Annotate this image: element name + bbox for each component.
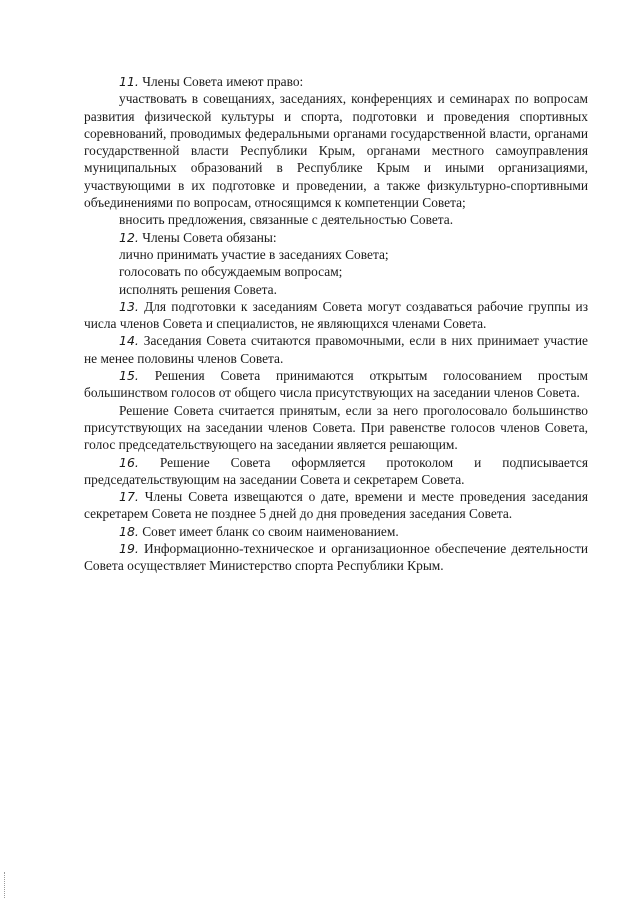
paragraph-number: 16.	[119, 454, 139, 470]
paragraph-17	[84, 488, 588, 523]
paragraph-12	[84, 229, 588, 246]
paragraph-number: 12.	[119, 229, 139, 245]
paragraph-18	[84, 523, 588, 540]
paragraph-12-duty-3	[84, 281, 588, 298]
paragraph-text: лично принимать участие в заседаниях Совета;	[119, 246, 389, 262]
paragraph-11-right-2	[84, 211, 588, 228]
paragraph-text: Члены Совета извещаются о дате, времени и месте проведения заседания секретарем Совета не позднее 5 дней до дня проведения заседания Совета.	[84, 489, 588, 522]
paragraph-number: 17.	[119, 489, 139, 505]
paragraph-text: участвовать в совещаниях, заседаниях, конференциях и семинарах по вопросам развития физической культуры и спорта, подготовки и проведения спортивных соревнований, проводимых федеральными органами государственной власти, органами государственной власти Республики Крым, органами местного самоуправления муниципальных образований в Республике Крым и иными организациями, участвующими в их подготовке и проведении, а также физкультурно-спортивными объединениями по вопросам, относящимся к компетенции Совета;	[84, 91, 588, 211]
paragraph-15	[84, 367, 588, 402]
paragraph-16	[84, 454, 588, 489]
paragraph-text: Информационно-техническое и организационное обеспечение деятельности Совета осуществляет Министерство спорта Республики Крым.	[84, 541, 588, 574]
paragraph-text: Заседания Совета считаются правомочными, если в них принимает участие не менее половины членов Совета.	[84, 333, 588, 366]
paragraph-11	[84, 73, 588, 90]
paragraph-number: 15.	[119, 368, 139, 384]
paragraph-number: 14.	[119, 333, 139, 349]
paragraph-text: вносить предложения, связанные с деятельностью Совета.	[119, 212, 454, 228]
paragraph-text: Члены Совета обязаны:	[138, 229, 277, 245]
paragraph-number: 19.	[119, 541, 139, 557]
paragraph-text: Члены Совета имеют право:	[138, 74, 304, 89]
paragraph-14	[84, 332, 588, 367]
paragraph-12-duty-2	[84, 263, 588, 280]
paragraph-text: Для подготовки к заседаниям Совета могут создаваться рабочие группы из числа членов Совета и специалистов, не являющихся членами Совета.	[84, 298, 588, 332]
paragraph-text: Совет имеет бланк со своим наименованием.	[138, 523, 399, 539]
paragraph-text: Решение Совета оформляется протоколом и подписывается председательствующим на заседании Совета и секретарем Совета.	[84, 454, 588, 487]
paragraph-number: 13.	[119, 298, 139, 314]
paragraph-text: Решение Совета считается принятым, если за него проголосовало большинство присутствующих на заседании членов Совета. При равенстве голосов членов Совета, голос председательствующего на заседании является решающим.	[84, 402, 588, 453]
paragraph-text: исполнять решения Совета.	[119, 281, 277, 297]
paragraph-15-continued	[84, 402, 588, 454]
paragraph-12-duty-1	[84, 246, 588, 263]
paragraph-text: Решения Совета принимаются открытым голосованием простым большинством голосов от общего числа присутствующих на заседании членов Совета.	[84, 368, 588, 401]
paragraph-text: голосовать по обсуждаемым вопросам;	[119, 264, 343, 280]
document-body	[84, 73, 588, 575]
paragraph-number: 18.	[119, 523, 139, 539]
paragraph-number: 11.	[119, 74, 139, 89]
paragraph-13	[84, 298, 588, 333]
paragraph-11-right-1	[84, 90, 588, 211]
paragraph-19	[84, 540, 588, 575]
scan-edge-mark	[4, 872, 6, 898]
